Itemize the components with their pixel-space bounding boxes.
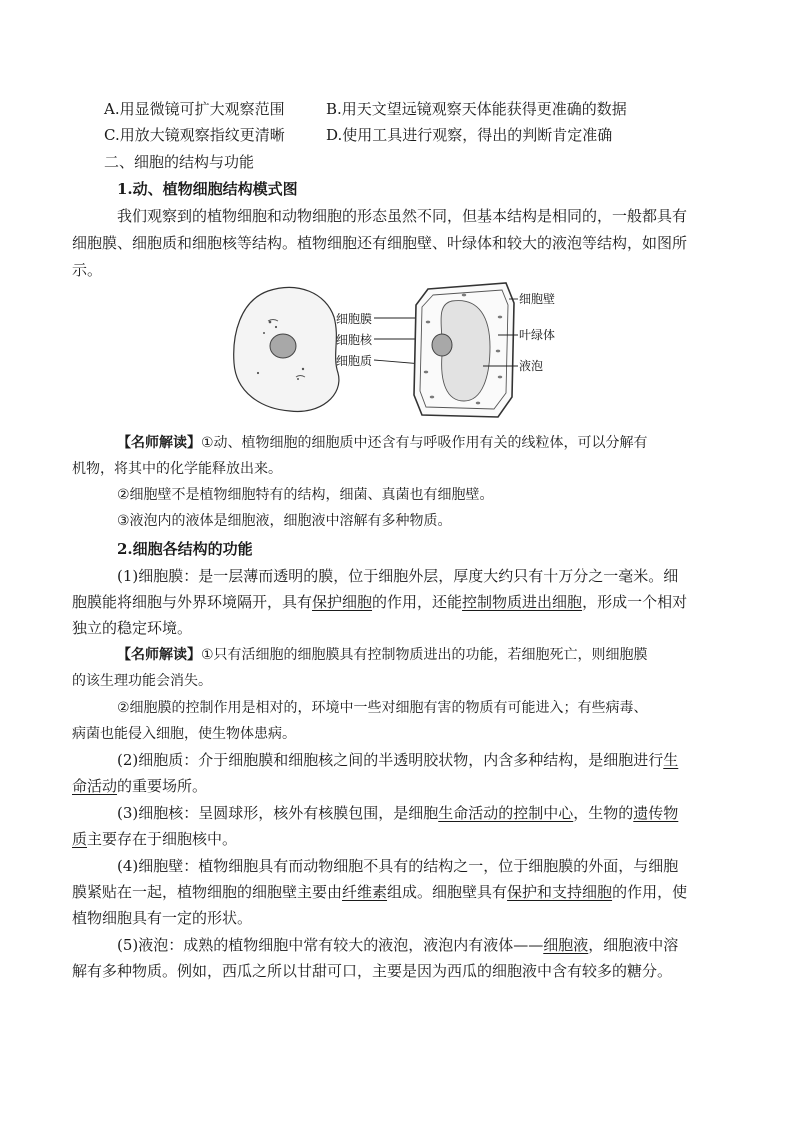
intro-line-3: 示。 (72, 261, 103, 279)
membrane-line-3: 独立的稳定环境。 (72, 619, 193, 637)
label-cell-membrane: 细胞膜 (336, 312, 373, 326)
option-d: D.使用工具进行观察，得出的判断肯定准确 (326, 126, 613, 144)
note-2-line-1: 【名师解读】①只有活细胞的细胞膜具有控制物质进出的功能，若细胞死亡，则细胞膜 (117, 647, 648, 663)
note-2-line-4: 病菌也能侵入细胞，使生物体患病。 (72, 726, 296, 742)
label-vacuole: 液泡 (519, 359, 544, 373)
cytoplasm-line-1: (2)细胞质：介于细胞膜和细胞核之间的半透明胶状物，内含多种结构，是细胞进行生 (117, 751, 679, 769)
label-nucleus: 细胞核 (336, 333, 373, 347)
label-cytoplasm: 细胞质 (336, 354, 373, 368)
intro-line-1: 我们观察到的植物细胞和动物细胞的形态虽然不同，但基本结构是相同的，一般都具有 (117, 207, 688, 225)
cell-structure-diagram (228, 277, 568, 422)
subheading-functions: 2.细胞各结构的功能 (117, 540, 253, 558)
wall-line-2: 膜紧贴在一起，植物细胞的细胞壁主要由纤维素组成。细胞壁具有保护和支持细胞的作用，使 (72, 883, 688, 901)
wall-line-1: (4)细胞壁：植物细胞具有而动物细胞不具有的结构之一，位于细胞膜的外面，与细胞 (117, 857, 679, 875)
note-tag: 【名师解读】 (117, 435, 201, 451)
label-chloroplast: 叶绿体 (519, 328, 556, 342)
note-tag: 【名师解读】 (117, 647, 201, 663)
cytoplasm-line-2: 命活动的重要场所。 (72, 777, 208, 795)
option-c: C.用放大镜观察指纹更清晰 (104, 126, 285, 144)
nucleus-line-1: (3)细胞核：呈圆球形，核外有核膜包围，是细胞生命活动的控制中心，生物的遗传物 (117, 804, 679, 822)
nucleus-line-2: 质主要存在于细胞核中。 (72, 830, 238, 848)
note-1-line-3: ②细胞壁不是植物细胞特有的结构，细菌、真菌也有细胞壁。 (117, 487, 494, 503)
membrane-line-1: (1)细胞膜：是一层薄而透明的膜，位于细胞外层，厚度大约只有十万分之一毫米。细 (117, 567, 679, 585)
membrane-line-2: 胞膜能将细胞与外界环境隔开，具有保护细胞的作用，还能控制物质进出细胞，形成一个相对 (72, 593, 688, 611)
animal-cell (234, 287, 339, 411)
note-2-line-2: 的该生理功能会消失。 (72, 673, 212, 689)
note-2-line-3: ②细胞膜的控制作用是相对的，环境中一些对细胞有害的物质有可能进入；有些病毒、 (117, 700, 648, 716)
section-heading: 二、细胞的结构与功能 (104, 153, 255, 171)
plant-cell (414, 283, 514, 417)
vacuole-line-2: 解有多种物质。例如，西瓜之所以甘甜可口，主要是因为西瓜的细胞液中含有较多的糖分。 (72, 962, 673, 980)
note-1-line-1: 【名师解读】①动、植物细胞的细胞质中还含有与呼吸作用有关的线粒体，可以分解有 (117, 435, 648, 451)
option-a: A.用显微镜可扩大观察范围 (104, 100, 285, 118)
note-1-line-2: 机物，将其中的化学能释放出来。 (72, 461, 282, 477)
option-b: B.用天文望远镜观察天体能获得更准确的数据 (326, 100, 627, 118)
wall-line-3: 植物细胞具有一定的形状。 (72, 909, 253, 927)
intro-line-2: 细胞膜、细胞质和细胞核等结构。植物细胞还有细胞壁、叶绿体和较大的液泡等结构，如图所 (72, 234, 688, 252)
subheading-diagram: 1.动、植物细胞结构模式图 (117, 180, 298, 198)
vacuole-line-1: (5)液泡：成熟的植物细胞中常有较大的液泡，液泡内有液体——细胞液，细胞液中溶 (117, 936, 679, 954)
note-1-line-4: ③液泡内的液体是细胞液，细胞液中溶解有多种物质。 (117, 513, 452, 529)
label-cell-wall: 细胞壁 (519, 292, 556, 306)
